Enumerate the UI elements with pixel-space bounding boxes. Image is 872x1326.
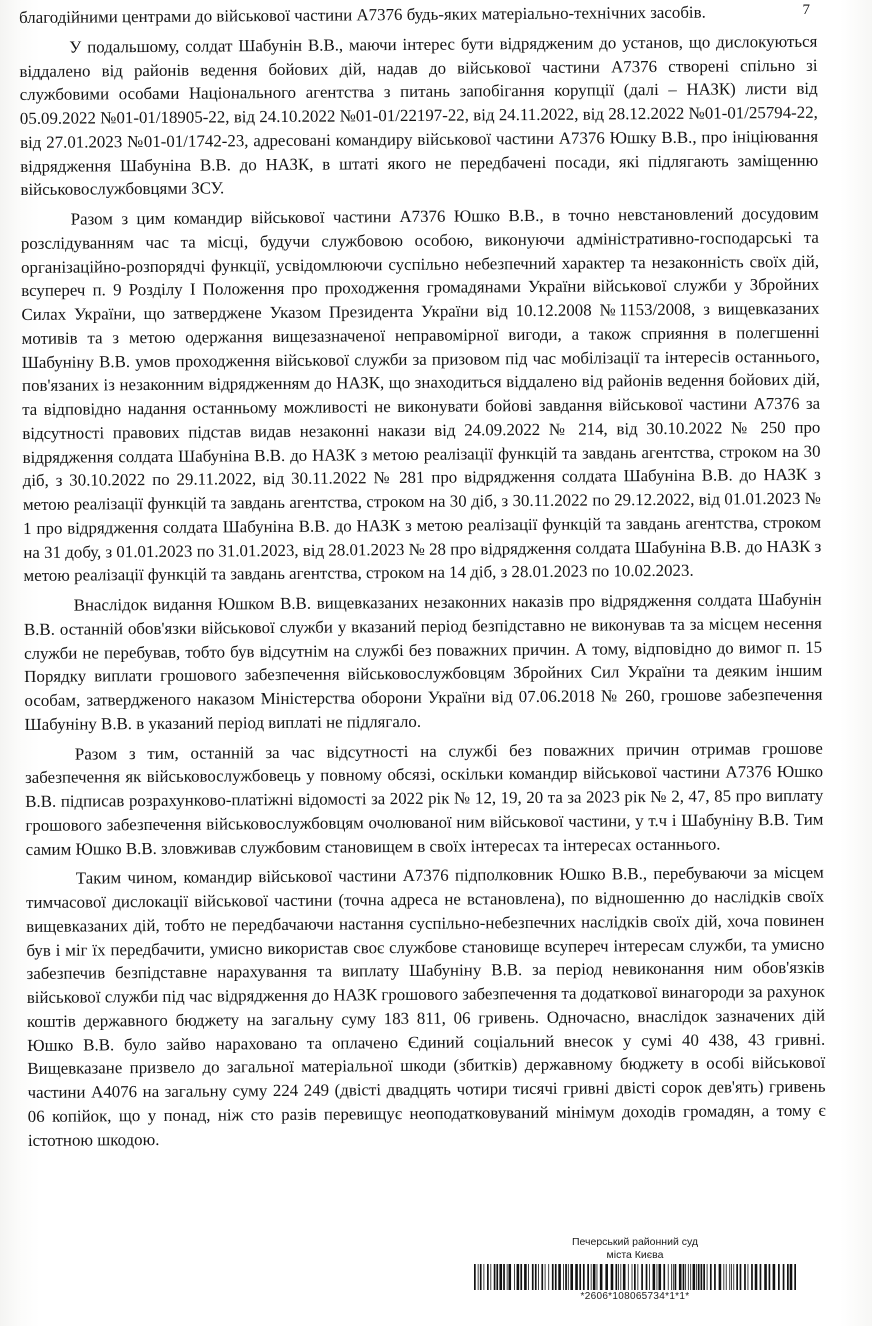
- barcode-bar: [736, 1264, 738, 1290]
- barcode-bar: [483, 1264, 484, 1290]
- barcode-bar: [701, 1264, 703, 1290]
- court-name-line-2: міста Києва: [606, 1249, 664, 1261]
- barcode-bar: [723, 1264, 724, 1290]
- barcode-bar: [597, 1264, 598, 1290]
- barcode-bar: [548, 1264, 549, 1290]
- barcode-bar: [575, 1264, 578, 1290]
- barcode-bar: [563, 1264, 564, 1290]
- barcode-bar: [487, 1264, 489, 1290]
- barcode-bar: [778, 1264, 780, 1290]
- barcode-bar: [764, 1264, 767, 1290]
- barcode-bar: [478, 1264, 479, 1290]
- barcode-bar: [528, 1264, 529, 1290]
- barcode-bar: [568, 1264, 569, 1290]
- barcode-bar: [698, 1264, 700, 1290]
- barcode-bar: [541, 1264, 543, 1290]
- barcode-bar: [710, 1264, 712, 1290]
- barcode-bar: [769, 1264, 771, 1290]
- barcode-bar: [634, 1264, 636, 1290]
- barcode-bar: [593, 1264, 596, 1290]
- barcode-bar: [663, 1264, 665, 1290]
- barcode-bar: [514, 1264, 515, 1290]
- barcode-bar: [615, 1264, 617, 1290]
- barcode-bar: [690, 1264, 691, 1290]
- barcode-bar: [538, 1264, 539, 1290]
- barcode-bar: [693, 1264, 696, 1290]
- page-number: 7: [802, 2, 810, 18]
- barcode-bar: [668, 1264, 669, 1290]
- barcode-bar: [673, 1264, 674, 1290]
- barcode-bar: [508, 1264, 511, 1290]
- barcode-bar: [517, 1264, 520, 1290]
- barcode-bar: [520, 1264, 522, 1290]
- court-name-line-1: Печерський районний суд: [571, 1236, 699, 1248]
- barcode-bar: [703, 1264, 705, 1290]
- barcode-bar: [641, 1264, 643, 1290]
- barcode-bar: [480, 1264, 482, 1290]
- barcode-bar: [755, 1264, 758, 1290]
- barcode-bar: [675, 1264, 677, 1290]
- barcode-bar: [726, 1264, 727, 1290]
- barcode-bar: [570, 1264, 573, 1290]
- barcode-bar: [555, 1264, 557, 1290]
- barcode-bar: [714, 1264, 716, 1290]
- barcode-bar: [731, 1264, 732, 1290]
- barcode-bar: [683, 1264, 685, 1290]
- barcode-bar: [790, 1264, 793, 1290]
- barcode-number: *2606*108065734*1*1*: [580, 1291, 690, 1302]
- barcode-bar: [748, 1264, 749, 1290]
- barcode-bar: [696, 1264, 697, 1290]
- paragraph: Таким чином, командир військової частини А7376 підполковник Юшко В.В., перебуваючи за місцем тимчасової дислокації військової частини (точна адреса не встановлена), по відношенню до наслідків своїх вищевказаних дій, тобто не передбачаючи настання суспільно-небезпечних наслідків своїх дій, хоча повинен був і міг їх передбачити, умисно використав своє службове становище всупереч інтересам служби, та умисно забезпечив безпідставне нарахування та виплату Шабуніну В.В. за період невиконання ним обов'язків військової служби під час відрядження до НАЗК грошового забезпечення та додаткової винагороди за рахунок коштів державного бюджету на загальну суму 183 811, 06 гривень. Одночасно, внаслідок зазначених дій Юшко В.В. було зайво нараховано та оплачено Єдиний соціальний внесок у сумі 40 438, 43 гривні. Вищевказане призвело до загальної матеріальної шкоди (збитків) державному бюджету в особі військової частини А4076 на загальну суму 224 249 (двісті двадцять чотири тисячі гривні двісті сорок дев'ять) гривень 06 копійок, що у понад, ніж сто разів перевищує неоподатковуваний мінімум доходів громадян, а тому є істотною шкодою.: [25, 862, 826, 1150]
- barcode-bar: [729, 1264, 730, 1290]
- barcode-bar: [787, 1264, 789, 1290]
- barcode-bar: [618, 1264, 619, 1290]
- barcode-bar: [707, 1264, 708, 1290]
- barcode-bar: [565, 1264, 567, 1290]
- barcode-bar: [524, 1264, 527, 1290]
- barcode-bar: [623, 1264, 626, 1290]
- paragraph: Разом з тим, останній за час відсутності на службі без поважних причин отримав грошове забезпечення як військовослужбовець у повному обсязі, оскільки командир військової частини А7376 Юшко В.В. підписав розрахунково-платіжні відомості за 2022 рік № 12, 19, 20 та за 2023 рік № 2, 47, 85 про виплату грошового забезпечення військовослужбовцям очолюваної ним військової частини, у т.ч і Шабуніну В.В. Тим самим Юшко В.В. зловживав службовим становищем в своїх інтересах та інтересах останнього.: [24, 738, 824, 859]
- barcode-bar: [474, 1264, 476, 1290]
- barcode-bar: [649, 1264, 650, 1290]
- barcode-bar: [499, 1264, 502, 1290]
- barcode-bar: [653, 1264, 656, 1290]
- barcode-bar: [794, 1264, 796, 1290]
- barcode-bar: [600, 1264, 603, 1290]
- barcode-bar: [744, 1264, 746, 1290]
- barcode-bar: [719, 1264, 722, 1290]
- barcode-bar: [591, 1264, 592, 1290]
- barcode-bar: [503, 1264, 505, 1290]
- document-body: [19, 0, 826, 1158]
- barcode-bar: [637, 1264, 638, 1290]
- barcode-bar: [733, 1264, 734, 1290]
- barcode-bar: [658, 1264, 661, 1290]
- paragraph: Внаслідок видання Юшком В.В. вищевказаних незаконних наказів про відрядження солдата Шабунін В.В. останній обов'язки військової служби у вказаний період безпідставно не виконував та за місцем несення служби не перебував, тобто був відсутнім на службі без поважних причин. А тому, відповідно до вимог п. 15 Порядку виплати грошового забезпечення військовослужбовцям Збройних Сил України та деяким іншим особам, затвердженого наказом Міністерства оборони України від 07.06.2018 № 260, грошове забезпечення Шабуніну В.В. в указаний період виплаті не підлягало.: [23, 589, 823, 734]
- barcode-bar: [646, 1264, 648, 1290]
- barcode-bar: [671, 1264, 672, 1290]
- barcode-bar: [494, 1264, 496, 1290]
- barcode-bar: [632, 1264, 633, 1290]
- barcode-bar: [679, 1264, 682, 1290]
- barcode-bar: [740, 1264, 742, 1290]
- barcode-bar: [558, 1264, 561, 1290]
- barcode-bar: [628, 1264, 629, 1290]
- barcode-bar: [579, 1264, 581, 1290]
- paragraph: У подальшому, солдат Шабунін В.В., маючи інтерес бути відрядженим до установ, що дислокуються віддалено від районів ведення бойових дій, надав до військової частини А7376 створені спільно зі службовими особами Національного агентства з питань запобігання корупції (далі – НАЗК) листи від 05.09.2022 №01-01/18905-22, від 24.10.2022 №01-01/22197-22, від 24.11.2022, від 28.12.2022 №01-01/25794-22, від 27.01.2023 №01-01/1742-23, адресовані командиру військової частини А7376 Юшку В.В., про ініціювання відрядження Шабуніна В.В. до НАЗК, в штаті якого не передбачені посади, які підлягають заміщенню військовослужбовцями ЗСУ.: [19, 31, 819, 200]
- barcode-bar: [611, 1264, 614, 1290]
- barcode-bar: [685, 1264, 686, 1290]
- barcode-bar: [783, 1264, 785, 1290]
- barcode-bar: [773, 1264, 776, 1290]
- barcode-bar: [688, 1264, 689, 1290]
- barcode-bar: [605, 1264, 608, 1290]
- barcode-bar: [587, 1264, 589, 1290]
- barcode-bar: [545, 1264, 546, 1290]
- court-stamp: [470, 1236, 800, 1303]
- barcode-bar: [535, 1264, 537, 1290]
- barcode-bar: [490, 1264, 491, 1290]
- barcode-image: [474, 1264, 796, 1290]
- paragraph-continuation: благодійними центрами до військової частини А7376 будь-яких матеріально-технічних засобів.: [19, 2, 706, 27]
- barcode-bar: [552, 1264, 554, 1290]
- barcode-bar: [657, 1264, 658, 1290]
- barcode-bar: [496, 1264, 498, 1290]
- paragraph: Разом з цим командир військової частини А7376 Юшко В.В., в точно невстановлений досудовим розслідуванням час та місці, будучи службовою особою, виконуючи адміністративно-господарські та організаційно-розпорядчі функції, усвідомлюючи суспільно небезпечний характер та незаконність своїх дій, всупереч п. 9 Розділу І Положення про проходження громадянами України військової служби у Збройних Силах України, що затверджене Указом Президента України від 10.12.2008 №1153/2008, з вищевказаних мотивів та з метою одержання вищезазначеної неправомірної вигоди, а також сприяння в полегшенні Шабуніну В.В. умов проходження військової служби за призовом під час мобілізації та інтересів останнього, пов'язаних із незаконним відрядженням до НАЗК, що знаходиться віддалено від районів ведення бойових дій, та відповідно надання останньому можливості не виконувати бойові завдання військової частини А7376 за відсутності правових підстав видав незаконні накази від 24.09.2022 № 214, від 30.10.2022 № 250 про відрядження солдата Шабуніна В.В. до НАЗК з метою реалізації функцій та завдань агентства, строком на 30 діб, з 30.10.2022 по 29.11.2022, від 30.11.2022 № 281 про відрядження солдата Шабуніна В.В. до НАЗК з метою реалізації функцій та завдань агентства, строком на 30 діб, з 30.11.2022 по 29.12.2022, від 01.01.2023 № 1 про відрядження солдата Шабуніна В.В. до НАЗК з метою реалізації функцій та завдань агентства, строком на 31 добу, з 01.01.2023 по 31.01.2023, від 28.01.2023 № 28 про відрядження солдата Шабуніна В.В. до НАЗК з метою реалізації функцій та завдань агентства, строком на 14 діб, з 28.01.2023 по 10.02.2023.: [20, 203, 822, 586]
- barcode-bar: [583, 1264, 585, 1290]
- barcode-bar: [507, 1264, 508, 1290]
- barcode-bar: [532, 1264, 534, 1290]
- barcode-bar: [751, 1264, 753, 1290]
- barcode-bar: [760, 1264, 762, 1290]
- barcode-bar: [620, 1264, 621, 1290]
